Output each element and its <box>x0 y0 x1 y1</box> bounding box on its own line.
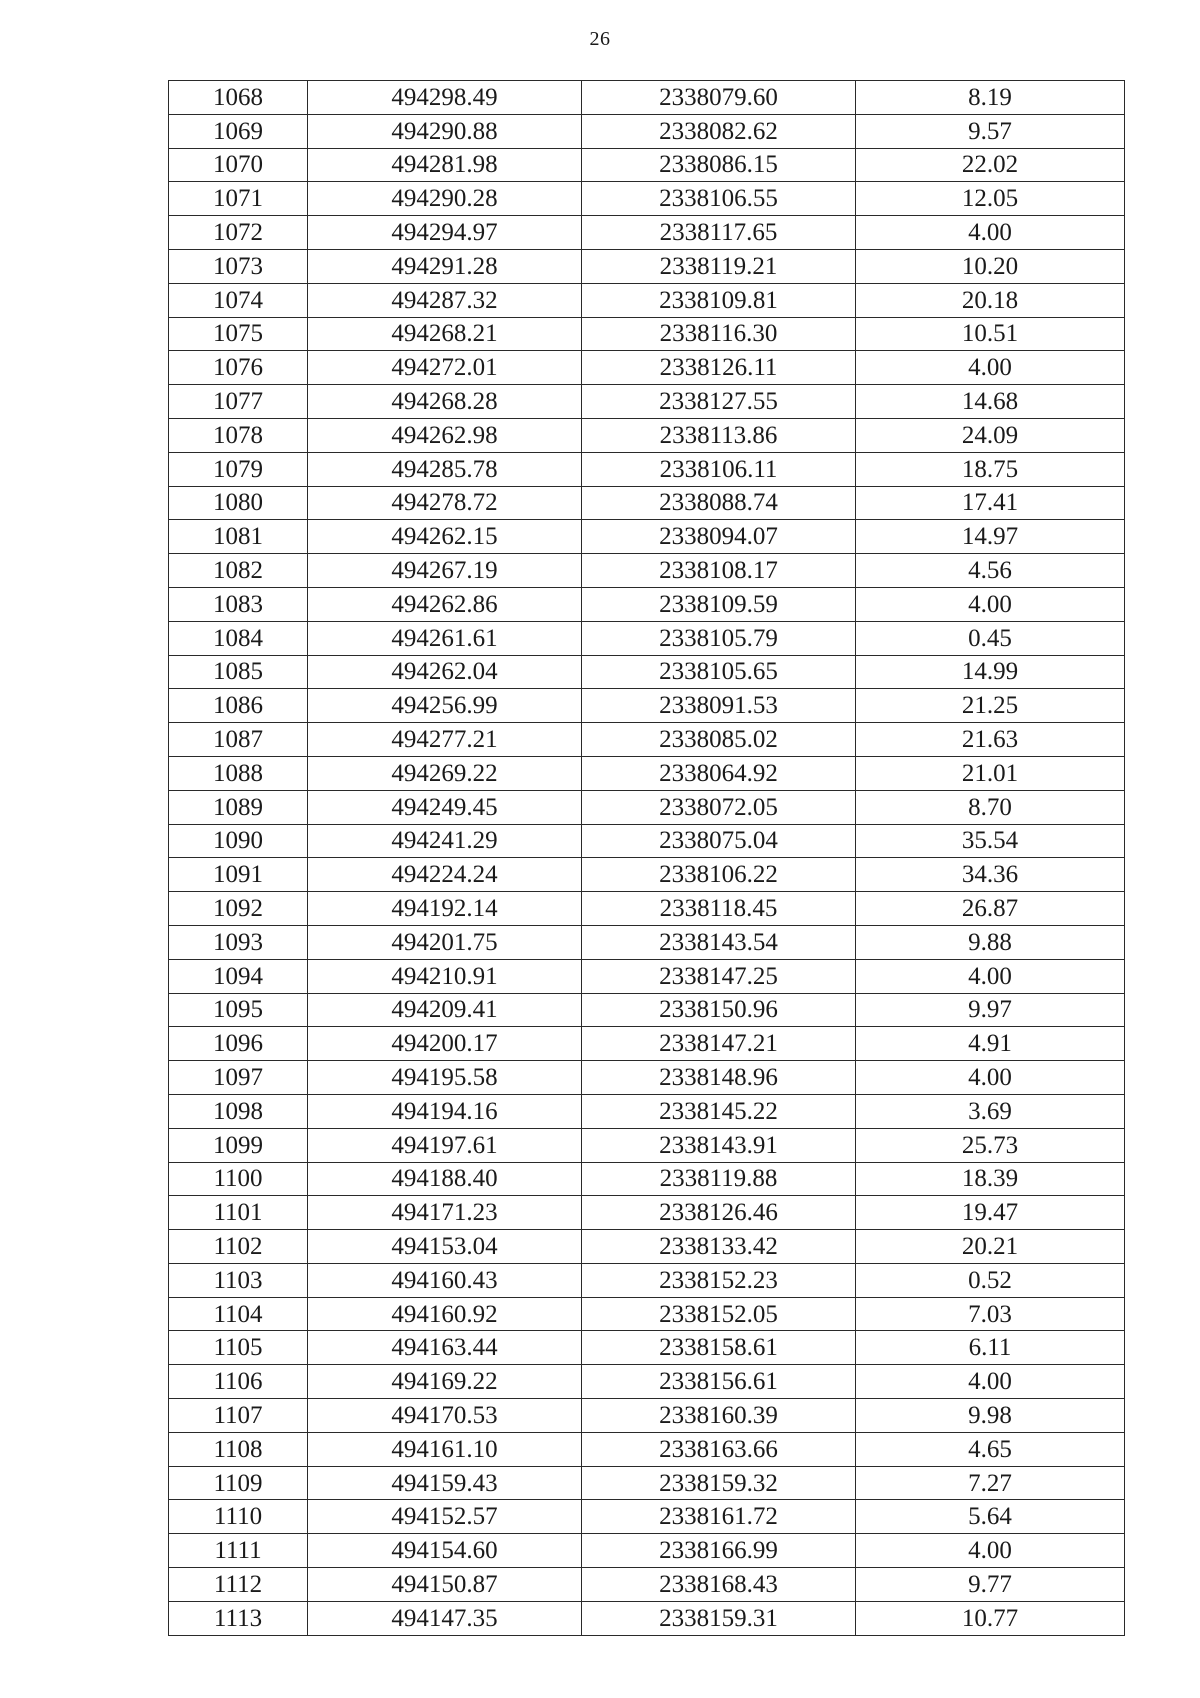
x-coordinate-cell: 494171.23 <box>308 1196 582 1230</box>
table-row <box>169 1230 1125 1264</box>
y-coordinate-cell: 2338113.86 <box>582 418 856 452</box>
distance-cell: 26.87 <box>856 892 1125 926</box>
table-row <box>169 655 1125 689</box>
table-row <box>169 925 1125 959</box>
x-coordinate-cell: 494285.78 <box>308 452 582 486</box>
table-row <box>169 81 1125 115</box>
point-number-cell: 1077 <box>169 385 308 419</box>
distance-cell: 17.41 <box>856 486 1125 520</box>
x-coordinate-cell: 494154.60 <box>308 1534 582 1568</box>
x-coordinate-cell: 494197.61 <box>308 1128 582 1162</box>
point-number-cell: 1070 <box>169 148 308 182</box>
y-coordinate-cell: 2338106.11 <box>582 452 856 486</box>
y-coordinate-cell: 2338085.02 <box>582 723 856 757</box>
y-coordinate-cell: 2338088.74 <box>582 486 856 520</box>
table-row <box>169 249 1125 283</box>
x-coordinate-cell: 494278.72 <box>308 486 582 520</box>
table-row <box>169 520 1125 554</box>
table-row <box>169 1534 1125 1568</box>
point-number-cell: 1100 <box>169 1162 308 1196</box>
distance-cell: 4.00 <box>856 1061 1125 1095</box>
distance-cell: 4.56 <box>856 554 1125 588</box>
table-row <box>169 1331 1125 1365</box>
point-number-cell: 1080 <box>169 486 308 520</box>
y-coordinate-cell: 2338145.22 <box>582 1094 856 1128</box>
point-number-cell: 1078 <box>169 418 308 452</box>
table-row <box>169 858 1125 892</box>
distance-cell: 25.73 <box>856 1128 1125 1162</box>
distance-cell: 34.36 <box>856 858 1125 892</box>
point-number-cell: 1104 <box>169 1297 308 1331</box>
table-row <box>169 1466 1125 1500</box>
y-coordinate-cell: 2338127.55 <box>582 385 856 419</box>
x-coordinate-cell: 494256.99 <box>308 689 582 723</box>
x-coordinate-cell: 494160.92 <box>308 1297 582 1331</box>
x-coordinate-cell: 494160.43 <box>308 1263 582 1297</box>
point-number-cell: 1083 <box>169 587 308 621</box>
x-coordinate-cell: 494268.21 <box>308 317 582 351</box>
x-coordinate-cell: 494210.91 <box>308 959 582 993</box>
distance-cell: 5.64 <box>856 1500 1125 1534</box>
distance-cell: 4.00 <box>856 959 1125 993</box>
y-coordinate-cell: 2338094.07 <box>582 520 856 554</box>
x-coordinate-cell: 494262.86 <box>308 587 582 621</box>
y-coordinate-cell: 2338126.11 <box>582 351 856 385</box>
distance-cell: 0.45 <box>856 621 1125 655</box>
point-number-cell: 1096 <box>169 1027 308 1061</box>
y-coordinate-cell: 2338075.04 <box>582 824 856 858</box>
point-number-cell: 1068 <box>169 81 308 115</box>
table-row <box>169 1128 1125 1162</box>
distance-cell: 4.00 <box>856 351 1125 385</box>
distance-cell: 21.63 <box>856 723 1125 757</box>
point-number-cell: 1093 <box>169 925 308 959</box>
point-number-cell: 1109 <box>169 1466 308 1500</box>
x-coordinate-cell: 494298.49 <box>308 81 582 115</box>
table-row <box>169 790 1125 824</box>
table-row <box>169 283 1125 317</box>
y-coordinate-cell: 2338105.79 <box>582 621 856 655</box>
distance-cell: 4.65 <box>856 1432 1125 1466</box>
distance-cell: 4.00 <box>856 1534 1125 1568</box>
point-number-cell: 1075 <box>169 317 308 351</box>
y-coordinate-cell: 2338158.61 <box>582 1331 856 1365</box>
y-coordinate-cell: 2338152.05 <box>582 1297 856 1331</box>
distance-cell: 10.77 <box>856 1601 1125 1635</box>
y-coordinate-cell: 2338118.45 <box>582 892 856 926</box>
x-coordinate-cell: 494261.61 <box>308 621 582 655</box>
point-number-cell: 1102 <box>169 1230 308 1264</box>
x-coordinate-cell: 494262.04 <box>308 655 582 689</box>
x-coordinate-cell: 494268.28 <box>308 385 582 419</box>
point-number-cell: 1082 <box>169 554 308 588</box>
table-row <box>169 216 1125 250</box>
x-coordinate-cell: 494281.98 <box>308 148 582 182</box>
x-coordinate-cell: 494249.45 <box>308 790 582 824</box>
x-coordinate-cell: 494153.04 <box>308 1230 582 1264</box>
y-coordinate-cell: 2338109.81 <box>582 283 856 317</box>
distance-cell: 19.47 <box>856 1196 1125 1230</box>
x-coordinate-cell: 494192.14 <box>308 892 582 926</box>
distance-cell: 6.11 <box>856 1331 1125 1365</box>
y-coordinate-cell: 2338159.31 <box>582 1601 856 1635</box>
x-coordinate-cell: 494170.53 <box>308 1399 582 1433</box>
table-row <box>169 351 1125 385</box>
y-coordinate-cell: 2338143.54 <box>582 925 856 959</box>
table-row <box>169 1432 1125 1466</box>
x-coordinate-cell: 494159.43 <box>308 1466 582 1500</box>
table-row <box>169 1027 1125 1061</box>
y-coordinate-cell: 2338072.05 <box>582 790 856 824</box>
x-coordinate-cell: 494262.15 <box>308 520 582 554</box>
point-number-cell: 1111 <box>169 1534 308 1568</box>
distance-cell: 20.18 <box>856 283 1125 317</box>
table-row <box>169 418 1125 452</box>
y-coordinate-cell: 2338106.55 <box>582 182 856 216</box>
table-row <box>169 756 1125 790</box>
table-row <box>169 1601 1125 1635</box>
x-coordinate-cell: 494163.44 <box>308 1331 582 1365</box>
point-number-cell: 1090 <box>169 824 308 858</box>
point-number-cell: 1076 <box>169 351 308 385</box>
table-row <box>169 1094 1125 1128</box>
y-coordinate-cell: 2338119.21 <box>582 249 856 283</box>
point-number-cell: 1107 <box>169 1399 308 1433</box>
point-number-cell: 1074 <box>169 283 308 317</box>
x-coordinate-cell: 494209.41 <box>308 993 582 1027</box>
table-row <box>169 723 1125 757</box>
distance-cell: 7.27 <box>856 1466 1125 1500</box>
x-coordinate-cell: 494201.75 <box>308 925 582 959</box>
point-number-cell: 1113 <box>169 1601 308 1635</box>
table-row <box>169 1365 1125 1399</box>
table-row <box>169 1297 1125 1331</box>
page-number: 26 <box>589 28 611 50</box>
table-row <box>169 182 1125 216</box>
y-coordinate-cell: 2338091.53 <box>582 689 856 723</box>
y-coordinate-cell: 2338086.15 <box>582 148 856 182</box>
x-coordinate-cell: 494269.22 <box>308 756 582 790</box>
distance-cell: 14.68 <box>856 385 1125 419</box>
point-number-cell: 1087 <box>169 723 308 757</box>
point-number-cell: 1092 <box>169 892 308 926</box>
y-coordinate-cell: 2338147.21 <box>582 1027 856 1061</box>
point-number-cell: 1088 <box>169 756 308 790</box>
table-row <box>169 824 1125 858</box>
distance-cell: 9.57 <box>856 114 1125 148</box>
distance-cell: 4.00 <box>856 587 1125 621</box>
distance-cell: 18.75 <box>856 452 1125 486</box>
distance-cell: 8.70 <box>856 790 1125 824</box>
table-row <box>169 892 1125 926</box>
x-coordinate-cell: 494161.10 <box>308 1432 582 1466</box>
table-row <box>169 689 1125 723</box>
point-number-cell: 1112 <box>169 1568 308 1602</box>
y-coordinate-cell: 2338108.17 <box>582 554 856 588</box>
table-row <box>169 486 1125 520</box>
point-number-cell: 1095 <box>169 993 308 1027</box>
distance-cell: 9.77 <box>856 1568 1125 1602</box>
x-coordinate-cell: 494241.29 <box>308 824 582 858</box>
table-row <box>169 621 1125 655</box>
table-row <box>169 114 1125 148</box>
y-coordinate-cell: 2338105.65 <box>582 655 856 689</box>
point-number-cell: 1089 <box>169 790 308 824</box>
x-coordinate-cell: 494195.58 <box>308 1061 582 1095</box>
distance-cell: 10.20 <box>856 249 1125 283</box>
y-coordinate-cell: 2338116.30 <box>582 317 856 351</box>
table-row <box>169 1500 1125 1534</box>
table-row <box>169 452 1125 486</box>
distance-cell: 8.19 <box>856 81 1125 115</box>
x-coordinate-cell: 494200.17 <box>308 1027 582 1061</box>
y-coordinate-cell: 2338109.59 <box>582 587 856 621</box>
distance-cell: 14.97 <box>856 520 1125 554</box>
point-number-cell: 1081 <box>169 520 308 554</box>
x-coordinate-cell: 494287.32 <box>308 283 582 317</box>
y-coordinate-cell: 2338126.46 <box>582 1196 856 1230</box>
point-number-cell: 1079 <box>169 452 308 486</box>
point-number-cell: 1097 <box>169 1061 308 1095</box>
x-coordinate-cell: 494290.88 <box>308 114 582 148</box>
distance-cell: 35.54 <box>856 824 1125 858</box>
y-coordinate-cell: 2338156.61 <box>582 1365 856 1399</box>
table-row <box>169 1196 1125 1230</box>
point-number-cell: 1084 <box>169 621 308 655</box>
point-number-cell: 1094 <box>169 959 308 993</box>
table-row <box>169 587 1125 621</box>
x-coordinate-cell: 494267.19 <box>308 554 582 588</box>
x-coordinate-cell: 494291.28 <box>308 249 582 283</box>
y-coordinate-cell: 2338161.72 <box>582 1500 856 1534</box>
x-coordinate-cell: 494152.57 <box>308 1500 582 1534</box>
point-number-cell: 1091 <box>169 858 308 892</box>
y-coordinate-cell: 2338148.96 <box>582 1061 856 1095</box>
distance-cell: 7.03 <box>856 1297 1125 1331</box>
table-row <box>169 993 1125 1027</box>
point-number-cell: 1069 <box>169 114 308 148</box>
y-coordinate-cell: 2338082.62 <box>582 114 856 148</box>
y-coordinate-cell: 2338168.43 <box>582 1568 856 1602</box>
distance-cell: 4.91 <box>856 1027 1125 1061</box>
x-coordinate-cell: 494294.97 <box>308 216 582 250</box>
x-coordinate-cell: 494188.40 <box>308 1162 582 1196</box>
y-coordinate-cell: 2338064.92 <box>582 756 856 790</box>
distance-cell: 18.39 <box>856 1162 1125 1196</box>
point-number-cell: 1108 <box>169 1432 308 1466</box>
distance-cell: 4.00 <box>856 216 1125 250</box>
point-number-cell: 1073 <box>169 249 308 283</box>
point-number-cell: 1099 <box>169 1128 308 1162</box>
y-coordinate-cell: 2338106.22 <box>582 858 856 892</box>
table-row <box>169 1162 1125 1196</box>
distance-cell: 12.05 <box>856 182 1125 216</box>
y-coordinate-cell: 2338160.39 <box>582 1399 856 1433</box>
coordinates-table <box>168 80 1125 1636</box>
y-coordinate-cell: 2338152.23 <box>582 1263 856 1297</box>
table-row <box>169 1061 1125 1095</box>
x-coordinate-cell: 494169.22 <box>308 1365 582 1399</box>
point-number-cell: 1110 <box>169 1500 308 1534</box>
point-number-cell: 1103 <box>169 1263 308 1297</box>
x-coordinate-cell: 494262.98 <box>308 418 582 452</box>
point-number-cell: 1072 <box>169 216 308 250</box>
point-number-cell: 1086 <box>169 689 308 723</box>
distance-cell: 14.99 <box>856 655 1125 689</box>
point-number-cell: 1105 <box>169 1331 308 1365</box>
distance-cell: 3.69 <box>856 1094 1125 1128</box>
distance-cell: 24.09 <box>856 418 1125 452</box>
y-coordinate-cell: 2338163.66 <box>582 1432 856 1466</box>
table-row <box>169 1263 1125 1297</box>
x-coordinate-cell: 494272.01 <box>308 351 582 385</box>
y-coordinate-cell: 2338143.91 <box>582 1128 856 1162</box>
x-coordinate-cell: 494277.21 <box>308 723 582 757</box>
table-row <box>169 148 1125 182</box>
distance-cell: 21.25 <box>856 689 1125 723</box>
table-row <box>169 959 1125 993</box>
y-coordinate-cell: 2338079.60 <box>582 81 856 115</box>
x-coordinate-cell: 494147.35 <box>308 1601 582 1635</box>
y-coordinate-cell: 2338119.88 <box>582 1162 856 1196</box>
point-number-cell: 1071 <box>169 182 308 216</box>
distance-cell: 20.21 <box>856 1230 1125 1264</box>
y-coordinate-cell: 2338147.25 <box>582 959 856 993</box>
distance-cell: 0.52 <box>856 1263 1125 1297</box>
distance-cell: 9.97 <box>856 993 1125 1027</box>
point-number-cell: 1101 <box>169 1196 308 1230</box>
x-coordinate-cell: 494224.24 <box>308 858 582 892</box>
point-number-cell: 1106 <box>169 1365 308 1399</box>
coordinates-table-body <box>169 81 1125 1636</box>
table-row <box>169 1568 1125 1602</box>
y-coordinate-cell: 2338150.96 <box>582 993 856 1027</box>
x-coordinate-cell: 494150.87 <box>308 1568 582 1602</box>
y-coordinate-cell: 2338133.42 <box>582 1230 856 1264</box>
table-row <box>169 1399 1125 1433</box>
distance-cell: 22.02 <box>856 148 1125 182</box>
table-row <box>169 385 1125 419</box>
point-number-cell: 1085 <box>169 655 308 689</box>
distance-cell: 21.01 <box>856 756 1125 790</box>
x-coordinate-cell: 494290.28 <box>308 182 582 216</box>
point-number-cell: 1098 <box>169 1094 308 1128</box>
distance-cell: 4.00 <box>856 1365 1125 1399</box>
y-coordinate-cell: 2338117.65 <box>582 216 856 250</box>
y-coordinate-cell: 2338166.99 <box>582 1534 856 1568</box>
distance-cell: 10.51 <box>856 317 1125 351</box>
y-coordinate-cell: 2338159.32 <box>582 1466 856 1500</box>
distance-cell: 9.88 <box>856 925 1125 959</box>
x-coordinate-cell: 494194.16 <box>308 1094 582 1128</box>
table-row <box>169 554 1125 588</box>
distance-cell: 9.98 <box>856 1399 1125 1433</box>
table-row <box>169 317 1125 351</box>
